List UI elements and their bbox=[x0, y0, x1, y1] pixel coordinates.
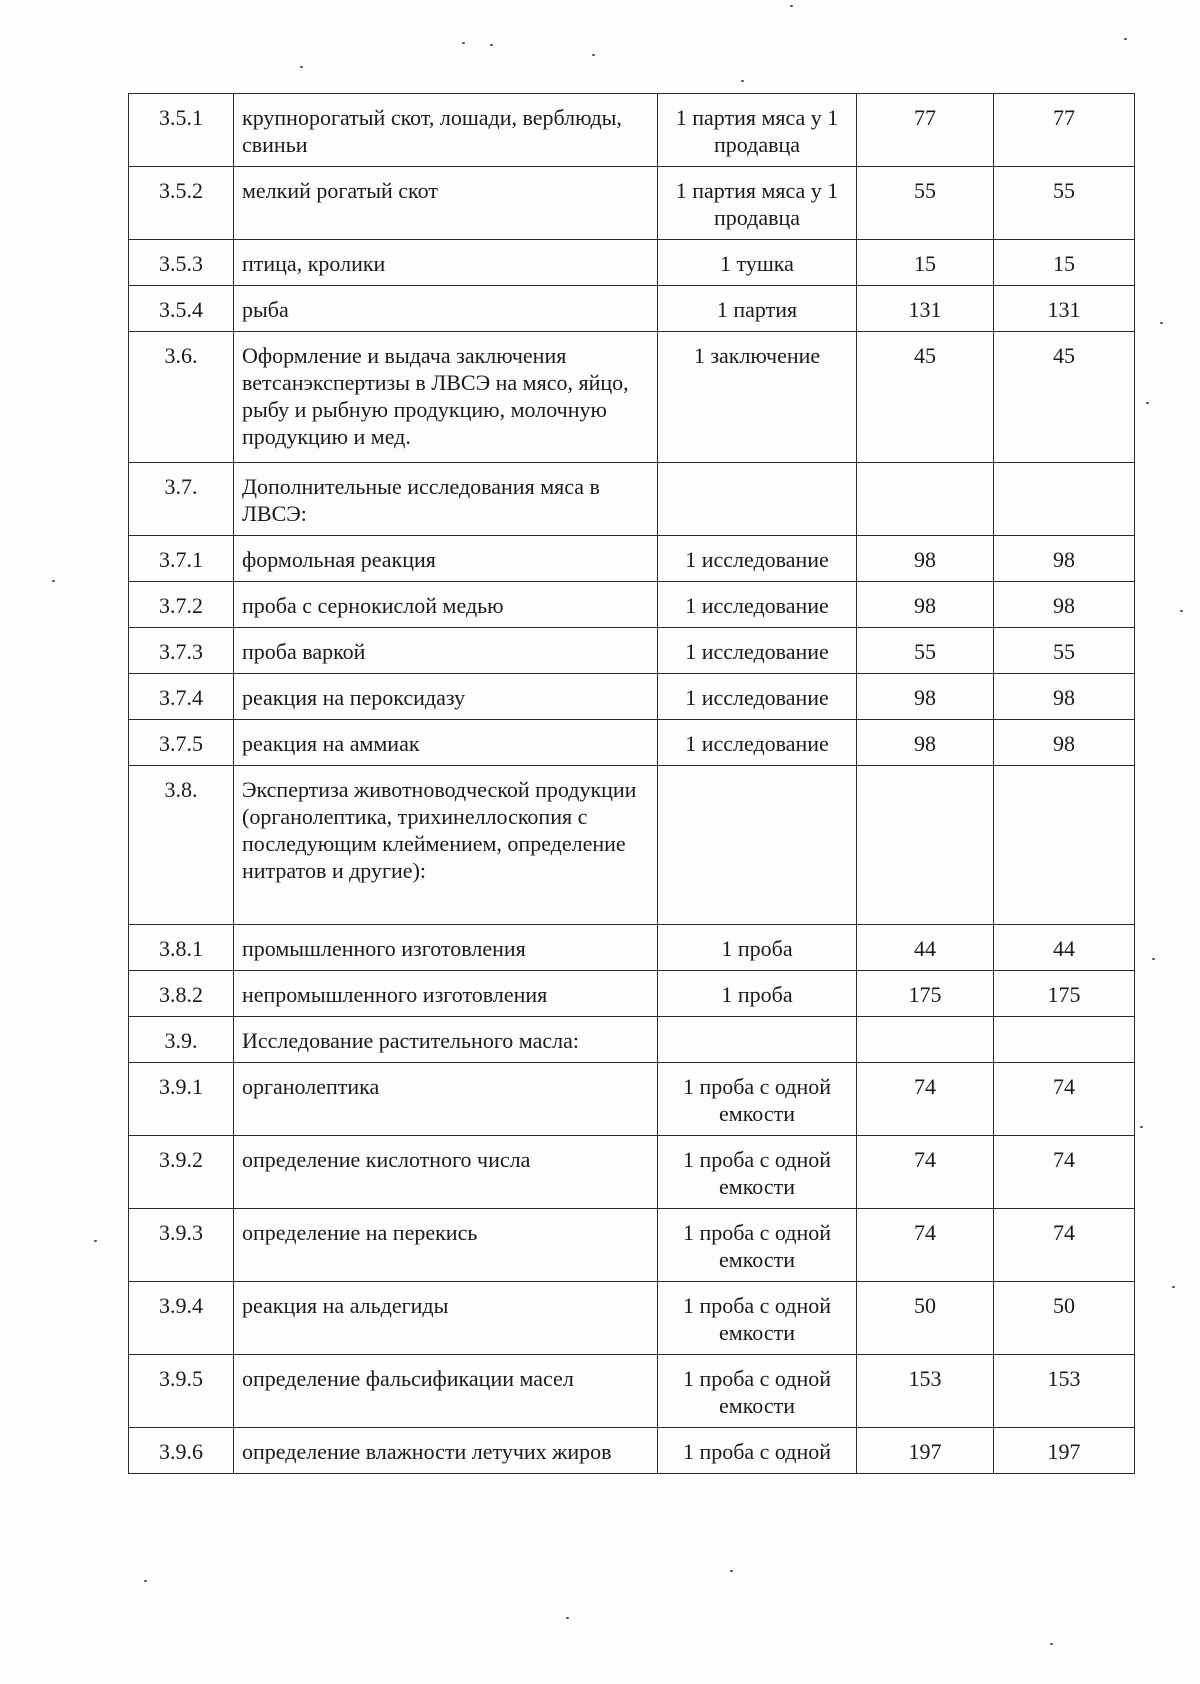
item-name: определение кислотного числа bbox=[234, 1136, 658, 1209]
item-price-1: 74 bbox=[857, 1063, 994, 1136]
item-name: реакция на альдегиды bbox=[234, 1282, 658, 1355]
scan-speck bbox=[1050, 1643, 1053, 1645]
item-price-2: 175 bbox=[994, 971, 1135, 1017]
item-price-1: 175 bbox=[857, 971, 994, 1017]
item-name: птица, кролики bbox=[234, 240, 658, 286]
scan-speck bbox=[1180, 610, 1183, 612]
item-unit: 1 исследование bbox=[658, 628, 857, 674]
item-number: 3.9.2 bbox=[129, 1136, 234, 1209]
item-name: определение фальсификации масел bbox=[234, 1355, 658, 1428]
item-name: промышленного изготовления bbox=[234, 925, 658, 971]
item-name: непромышленного изготовления bbox=[234, 971, 658, 1017]
item-unit bbox=[658, 1017, 857, 1063]
table-row bbox=[129, 925, 1135, 971]
item-name: формольная реакция bbox=[234, 536, 658, 582]
item-price-2: 45 bbox=[994, 332, 1135, 463]
item-name: проба с сернокислой медью bbox=[234, 582, 658, 628]
item-unit: 1 тушка bbox=[658, 240, 857, 286]
item-unit: 1 партия мяса у 1 продавца bbox=[658, 94, 857, 167]
scan-speck bbox=[490, 44, 493, 46]
item-price-2: 197 bbox=[994, 1428, 1135, 1474]
item-price-1: 50 bbox=[857, 1282, 994, 1355]
item-name: проба варкой bbox=[234, 628, 658, 674]
item-price-2: 74 bbox=[994, 1209, 1135, 1282]
item-price-2: 77 bbox=[994, 94, 1135, 167]
table-row bbox=[129, 674, 1135, 720]
item-unit: 1 заключение bbox=[658, 332, 857, 463]
item-price-1: 98 bbox=[857, 536, 994, 582]
item-price-2: 55 bbox=[994, 167, 1135, 240]
table-row bbox=[129, 1355, 1135, 1428]
item-number: 3.8. bbox=[129, 766, 234, 925]
scan-speck bbox=[1140, 1126, 1143, 1128]
table-row bbox=[129, 463, 1135, 536]
item-name: реакция на пероксидазу bbox=[234, 674, 658, 720]
item-unit: 1 партия bbox=[658, 286, 857, 332]
table-row bbox=[129, 720, 1135, 766]
scan-speck bbox=[566, 1617, 569, 1619]
item-price-2: 50 bbox=[994, 1282, 1135, 1355]
item-unit: 1 проба с одной емкости bbox=[658, 1209, 857, 1282]
item-unit: 1 исследование bbox=[658, 536, 857, 582]
item-name: крупнорогатый скот, лошади, верблюды, свиньи bbox=[234, 94, 658, 167]
item-number: 3.7.3 bbox=[129, 628, 234, 674]
item-number: 3.9.5 bbox=[129, 1355, 234, 1428]
table-row bbox=[129, 1136, 1135, 1209]
item-price-2: 98 bbox=[994, 582, 1135, 628]
item-price-2: 74 bbox=[994, 1063, 1135, 1136]
item-price-1: 74 bbox=[857, 1209, 994, 1282]
table-row bbox=[129, 167, 1135, 240]
item-price-2 bbox=[994, 766, 1135, 925]
item-unit bbox=[658, 766, 857, 925]
item-name: мелкий рогатый скот bbox=[234, 167, 658, 240]
item-number: 3.9.1 bbox=[129, 1063, 234, 1136]
item-price-1: 98 bbox=[857, 674, 994, 720]
item-price-1: 55 bbox=[857, 628, 994, 674]
item-unit: 1 проба с одной емкости bbox=[658, 1136, 857, 1209]
item-number: 3.5.2 bbox=[129, 167, 234, 240]
item-price-1 bbox=[857, 766, 994, 925]
scan-speck bbox=[741, 80, 744, 82]
item-number: 3.5.4 bbox=[129, 286, 234, 332]
scan-speck bbox=[1160, 322, 1163, 324]
item-price-2: 74 bbox=[994, 1136, 1135, 1209]
item-unit: 1 исследование bbox=[658, 674, 857, 720]
item-price-2: 98 bbox=[994, 536, 1135, 582]
item-price-1: 45 bbox=[857, 332, 994, 463]
item-unit: 1 проба с одной bbox=[658, 1428, 857, 1474]
item-name: рыба bbox=[234, 286, 658, 332]
item-price-1 bbox=[857, 1017, 994, 1063]
item-number: 3.8.1 bbox=[129, 925, 234, 971]
item-price-2: 15 bbox=[994, 240, 1135, 286]
item-number: 3.7.2 bbox=[129, 582, 234, 628]
item-name: определение на перекись bbox=[234, 1209, 658, 1282]
item-name: Оформление и выдача заключения ветсанэкспертизы в ЛВСЭ на мясо, яйцо, рыбу и рыбную продукцию, молочную продукцию и мед. bbox=[234, 332, 658, 463]
item-price-1: 98 bbox=[857, 582, 994, 628]
scan-speck bbox=[94, 1240, 97, 1242]
item-price-2 bbox=[994, 463, 1135, 536]
price-table bbox=[128, 93, 1135, 1474]
table-row bbox=[129, 94, 1135, 167]
item-price-1: 44 bbox=[857, 925, 994, 971]
item-number: 3.9.6 bbox=[129, 1428, 234, 1474]
table-row bbox=[129, 766, 1135, 925]
item-price-2: 44 bbox=[994, 925, 1135, 971]
scan-speck bbox=[790, 5, 793, 7]
item-price-1: 131 bbox=[857, 286, 994, 332]
item-unit: 1 проба с одной емкости bbox=[658, 1063, 857, 1136]
item-number: 3.5.1 bbox=[129, 94, 234, 167]
item-unit: 1 проба bbox=[658, 925, 857, 971]
item-number: 3.9.4 bbox=[129, 1282, 234, 1355]
item-price-2: 55 bbox=[994, 628, 1135, 674]
item-price-2: 131 bbox=[994, 286, 1135, 332]
item-price-1 bbox=[857, 463, 994, 536]
scan-speck bbox=[730, 1570, 733, 1572]
table-row bbox=[129, 240, 1135, 286]
item-number: 3.9. bbox=[129, 1017, 234, 1063]
item-name: Дополнительные исследования мяса в ЛВСЭ: bbox=[234, 463, 658, 536]
table-row bbox=[129, 1209, 1135, 1282]
scan-speck bbox=[462, 42, 465, 44]
table-row bbox=[129, 536, 1135, 582]
item-price-1: 98 bbox=[857, 720, 994, 766]
item-name: органолептика bbox=[234, 1063, 658, 1136]
item-number: 3.8.2 bbox=[129, 971, 234, 1017]
item-number: 3.7. bbox=[129, 463, 234, 536]
item-number: 3.7.1 bbox=[129, 536, 234, 582]
item-price-1: 74 bbox=[857, 1136, 994, 1209]
item-price-2: 98 bbox=[994, 720, 1135, 766]
item-name: Экспертиза животноводческой продукции (органолептика, трихинеллоскопия с последующим клеймением, определение нитратов и другие): bbox=[234, 766, 658, 925]
item-unit: 1 проба с одной емкости bbox=[658, 1282, 857, 1355]
table-row bbox=[129, 971, 1135, 1017]
item-price-1: 153 bbox=[857, 1355, 994, 1428]
scan-speck bbox=[144, 1580, 147, 1582]
item-name: реакция на аммиак bbox=[234, 720, 658, 766]
item-name: определение влажности летучих жиров bbox=[234, 1428, 658, 1474]
scan-speck bbox=[52, 580, 55, 582]
item-unit: 1 партия мяса у 1 продавца bbox=[658, 167, 857, 240]
item-unit: 1 исследование bbox=[658, 720, 857, 766]
table-row bbox=[129, 582, 1135, 628]
table-row bbox=[129, 1282, 1135, 1355]
table-row bbox=[129, 1428, 1135, 1474]
scan-speck bbox=[1124, 38, 1127, 40]
item-number: 3.5.3 bbox=[129, 240, 234, 286]
item-price-2: 98 bbox=[994, 674, 1135, 720]
item-number: 3.9.3 bbox=[129, 1209, 234, 1282]
scan-speck bbox=[1172, 1286, 1175, 1288]
scan-speck bbox=[1152, 958, 1155, 960]
table-row bbox=[129, 1063, 1135, 1136]
item-price-1: 55 bbox=[857, 167, 994, 240]
item-price-2: 153 bbox=[994, 1355, 1135, 1428]
item-name: Исследование растительного масла: bbox=[234, 1017, 658, 1063]
scan-speck bbox=[1146, 402, 1149, 404]
item-price-1: 77 bbox=[857, 94, 994, 167]
item-unit: 1 исследование bbox=[658, 582, 857, 628]
item-unit bbox=[658, 463, 857, 536]
table-row bbox=[129, 628, 1135, 674]
scan-speck bbox=[300, 66, 303, 68]
table-row bbox=[129, 1017, 1135, 1063]
item-number: 3.7.5 bbox=[129, 720, 234, 766]
item-number: 3.7.4 bbox=[129, 674, 234, 720]
item-price-2 bbox=[994, 1017, 1135, 1063]
item-price-1: 15 bbox=[857, 240, 994, 286]
table-row bbox=[129, 332, 1135, 463]
item-price-1: 197 bbox=[857, 1428, 994, 1474]
item-number: 3.6. bbox=[129, 332, 234, 463]
item-unit: 1 проба с одной емкости bbox=[658, 1355, 857, 1428]
scan-speck bbox=[592, 54, 595, 56]
item-unit: 1 проба bbox=[658, 971, 857, 1017]
table-row bbox=[129, 286, 1135, 332]
